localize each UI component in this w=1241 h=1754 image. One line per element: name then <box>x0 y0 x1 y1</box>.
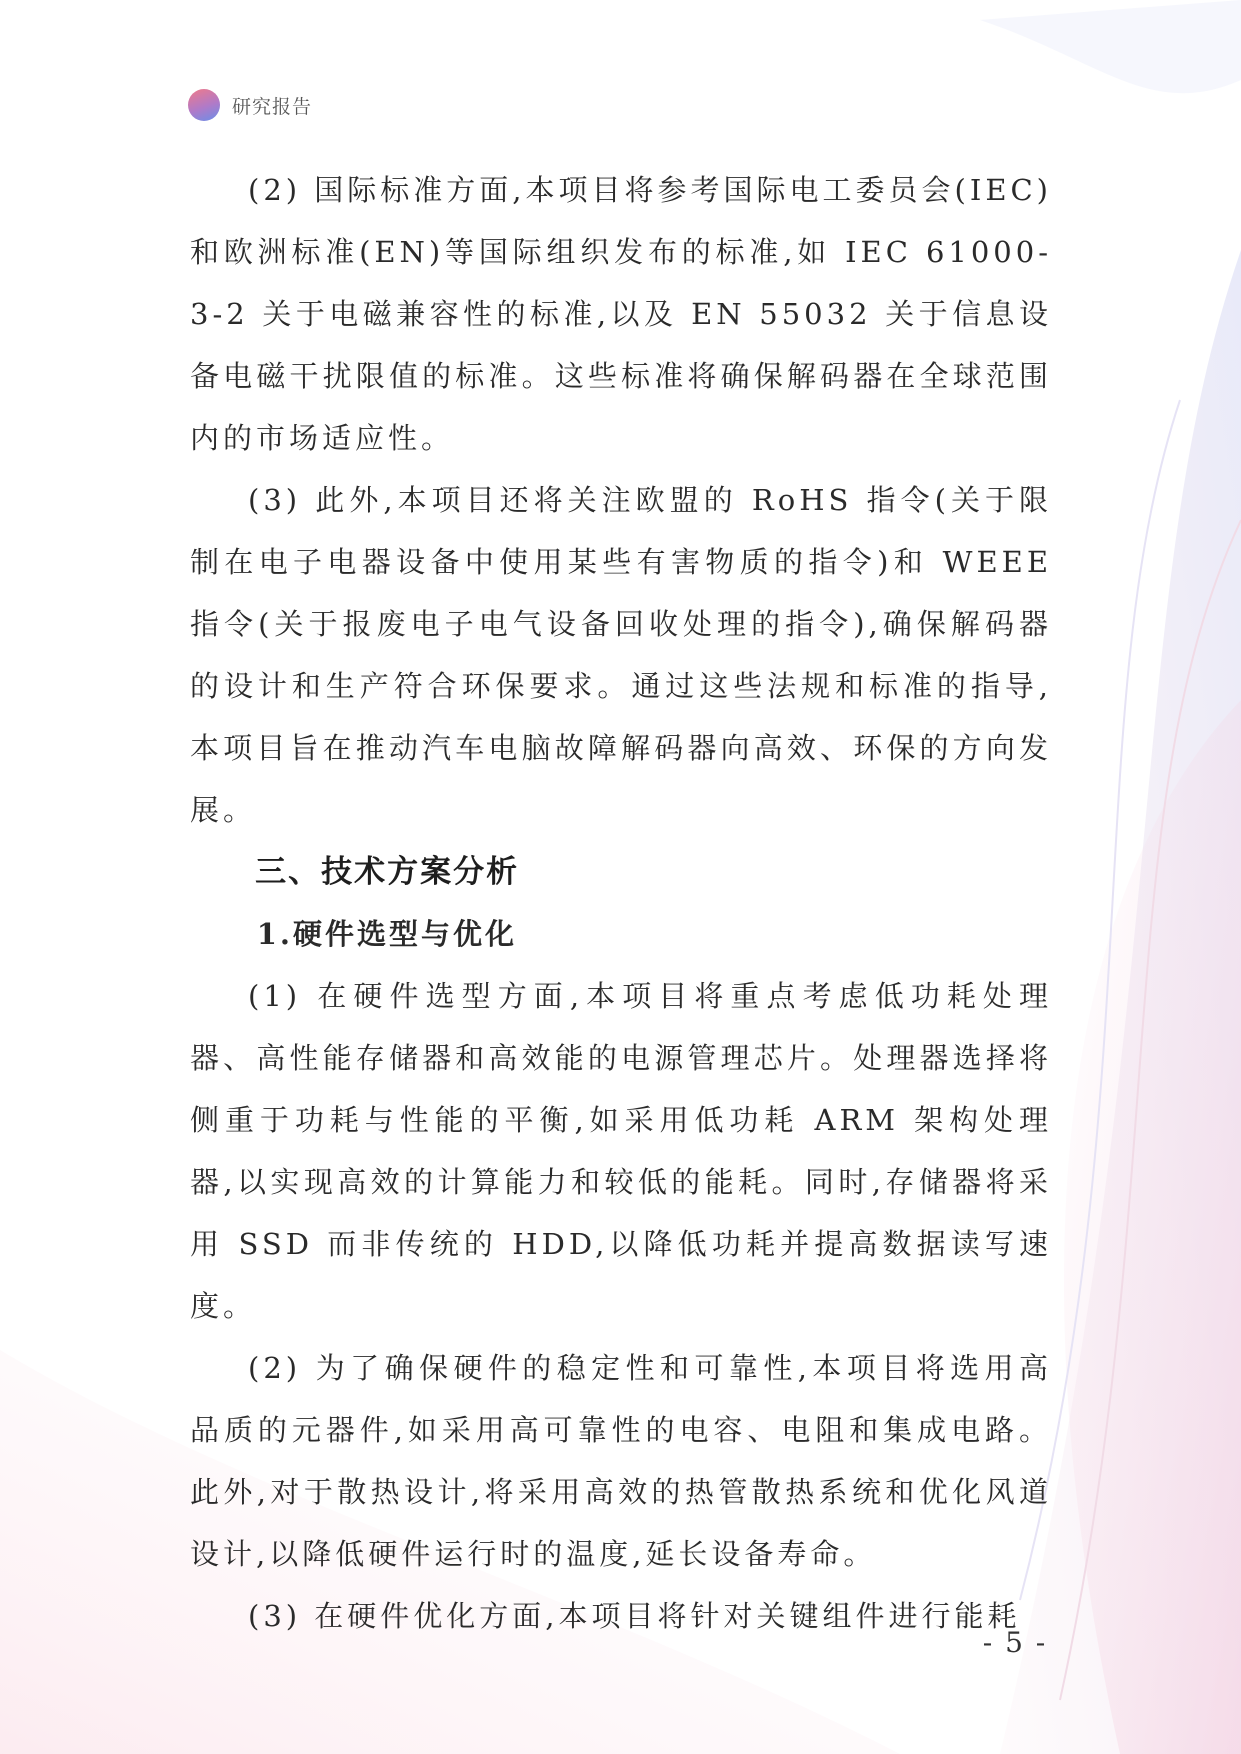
subsection-heading: 1.硬件选型与优化 <box>256 917 517 951</box>
report-logo-icon <box>188 89 220 121</box>
page-header <box>188 88 312 122</box>
paragraph-hardware-reliability: (2) 为了确保硬件的稳定性和可靠性,本项目将选用高品质的元器件,如采用高可靠性的电容、电阻和集成电路。此外,对于散热设计,将采用高效的热管散热系统和优化风道设计,以降低硬件运行时的温度,延长设备寿命。 <box>190 1351 1052 1571</box>
document-body <box>190 159 1052 1647</box>
header-label: 研究报告 <box>232 95 313 118</box>
page-number: - 5 - <box>982 1626 1048 1659</box>
paragraph-intl-standards: (2) 国际标准方面,本项目将参考国际电工委员会(IEC)和欧洲标准(EN)等国际组织发布的标准,如 IEC 61000-3-2 关于电磁兼容性的标准,以及 EN 55032 关于信息设备电磁干扰限值的标准。这些标准将确保解码器在全球范围内的市场适应性。 <box>190 173 1052 455</box>
paragraph-hardware-selection: (1) 在硬件选型方面,本项目将重点考虑低功耗处理器、高性能存储器和高效能的电源管理芯片。处理器选择将侧重于功耗与性能的平衡,如采用低功耗 ARM 架构处理器,以实现高效的计算能力和较低的能耗。同时,存储器将采用 SSD 而非传统的 HDD,以降低功耗并提高数据读写速度。 <box>190 979 1052 1323</box>
section-heading: 三、技术方案分析 <box>255 854 520 890</box>
paragraph-hardware-optimization: (3) 在硬件优化方面,本项目将针对关键组件进行能耗 <box>248 1599 1021 1633</box>
paragraph-eu-directives: (3) 此外,本项目还将关注欧盟的 RoHS 指令(关于限制在电子电器设备中使用某些有害物质的指令)和 WEEE 指令(关于报废电子电气设备回收处理的指令),确保解码器的设计和生产符合环保要求。通过这些法规和标准的指导,本项目旨在推动汽车电脑故障解码器向高效、环保的方向发展。 <box>190 483 1052 827</box>
